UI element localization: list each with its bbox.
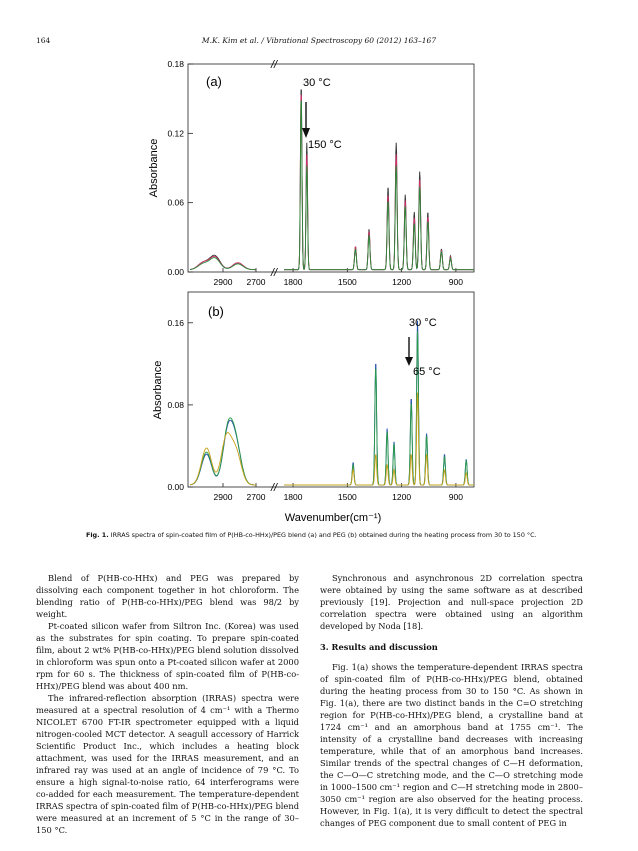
panel-b-xbreak: // [271, 482, 278, 494]
section-heading: 3. Results and discussion [320, 642, 438, 652]
x-tick-label: 1800 [283, 277, 303, 287]
y-tick-label: 0.06 [167, 197, 184, 208]
x-tick-label: 1500 [337, 277, 357, 287]
panel-a-annotation-30c: 30 °C [303, 77, 331, 89]
y-tick-label: 0.00 [167, 267, 184, 277]
caption-text: IRRAS spectra of spin-coated film of P(HB-co-HHx)/PEG blend (a) and PEG (b) obtained during the heating process from 30 to 150 °C. [110, 531, 537, 539]
series-line [284, 96, 474, 270]
x-tick-label: 2900 [213, 277, 233, 287]
x-tick-label: 2700 [246, 277, 266, 287]
page-number: 164 [36, 36, 51, 45]
figure-caption [86, 531, 566, 539]
panel-a-annotation-150c: 150 °C [308, 139, 342, 151]
y-tick-label: 0.18 [167, 59, 184, 69]
y-tick-label: 0.00 [167, 482, 184, 492]
x-tick-label: 900 [448, 492, 463, 502]
series-line [284, 90, 474, 270]
panel-b-annotation-65c: 65 °C [413, 366, 441, 378]
panel-a-y-axis [167, 59, 193, 277]
series-line [284, 101, 474, 270]
x-tick-label: 1200 [392, 492, 412, 502]
panel-b-xlabel: Wavenumber(cm⁻¹) [284, 512, 382, 524]
caption-label: Fig. 1. [86, 531, 109, 539]
panel-a-frame [188, 64, 474, 272]
panel-a-xbreak-bottom: // [271, 267, 278, 279]
panel-b-label: (b) [208, 304, 224, 319]
panel-a-arrow-head [302, 128, 310, 138]
panel-a-series [190, 90, 474, 270]
x-tick-label: 1200 [392, 277, 412, 287]
panel-b-annotation-30c: 30 °C [409, 317, 437, 329]
panel-b-ylabel: Absorbance [152, 360, 164, 420]
x-tick-label: 2700 [246, 492, 266, 502]
x-tick-label: 2900 [213, 492, 233, 502]
panel-a-ylabel: Absorbance [148, 138, 160, 198]
body-column-right [320, 572, 583, 829]
panel-b-y-axis [167, 318, 193, 492]
panel-b-arrow-head [405, 357, 413, 366]
y-tick-label: 0.16 [167, 317, 184, 328]
panel-b-series [190, 321, 474, 485]
panel-b-x-axis [214, 483, 464, 502]
series-line [190, 418, 256, 485]
panel-a-x-axis [214, 268, 464, 287]
panel-a-label: (a) [206, 74, 222, 89]
paragraph: Blend of P(HB-co-HHx) and PEG was prepared by dissolving each component together in hot chloroform. The blending ratio of P(HB-co-HHx)/PEG blend was 98/2 by weight. [36, 573, 299, 619]
y-tick-label: 0.08 [167, 399, 184, 410]
x-tick-label: 900 [448, 277, 463, 287]
paragraph: Pt-coated silicon wafer from Siltron Inc. (Korea) was used as the substrates for spin coating. To prepare spin-coated film, about 2 wt% P(HB-co-HHx)/PEG blend solution dissolved in chloroform was spun onto a Pt-coated silicon wafer at 2000 rpm for 60 s. The thickness of spin-coated film of P(HB-co-HHx)/PEG blend was about 400 nm. [36, 621, 299, 691]
panel-b [152, 292, 474, 524]
x-tick-label: 1500 [337, 492, 357, 502]
series-line [190, 433, 256, 485]
journal-running-title: M.K. Kim et al. / Vibrational Spectroscopy 60 (2012) 163–167 [201, 36, 437, 45]
x-tick-label: 1800 [283, 492, 303, 502]
paragraph: Synchronous and asynchronous 2D correlation spectra were obtained by using the same software as at described previously [19]. Projection and null-space projection 2D correlation spectra were obtained using an algorithm developed by Noda [18]. [320, 573, 583, 631]
paragraph: The infrared-reflection absorption (IRRAS) spectra were measured at a spectral resolution of 4 cm⁻¹ with a Thermo NICOLET 6700 FT-IR spectrometer equipped with a liquid nitrogen-cooled MCT detector. A seagull accessory of Harrick Scientific Product Inc., which includes a heating block attachment, was used for the IRRAS measurement, and an infrared ray was used at an angle of incidence of 79 °C. To ensure a high signal-to-noise ratio, 64 interferograms were co-added for each measurement. The temperature-dependent IRRAS spectra of spin-coated film of P(HB-co-HHx)/PEG blend were measured at an increment of 5 °C in the range of 30–150 °C. [36, 693, 299, 835]
series-line [284, 321, 474, 485]
panel-a-xbreak: // [271, 59, 278, 71]
paragraph: Fig. 1(a) shows the temperature-dependent IRRAS spectra of spin-coated film of P(HB-co-HHx)/PEG blend, obtained during the heating process from 30 to 150 °C. As shown in Fig. 1(a), there are two distinct bands in the C=O stretching region for P(HB-co-HHx)/PEG blend, a crystalline band at 1724 cm⁻¹ and an amorphous band at 1755 cm⁻¹. The intensity of a crystalline band decreases with increasing temperature, while that of an amorphous band increases. Similar trends of the spectral changes of C—H deformation, the C—O—C stretching mode, and the C—O stretching mode in 1000–1500 cm⁻¹ region and C—H stretching mode in 2800–3050 cm⁻¹ region are also observed for the heating process. However, in Fig. 1(a), it is very difficult to detect the spectral changes of PEG component due to small content of PEG in [320, 662, 583, 828]
body-column-left [36, 572, 299, 836]
panel-a [148, 59, 474, 287]
y-tick-label: 0.12 [167, 128, 184, 139]
